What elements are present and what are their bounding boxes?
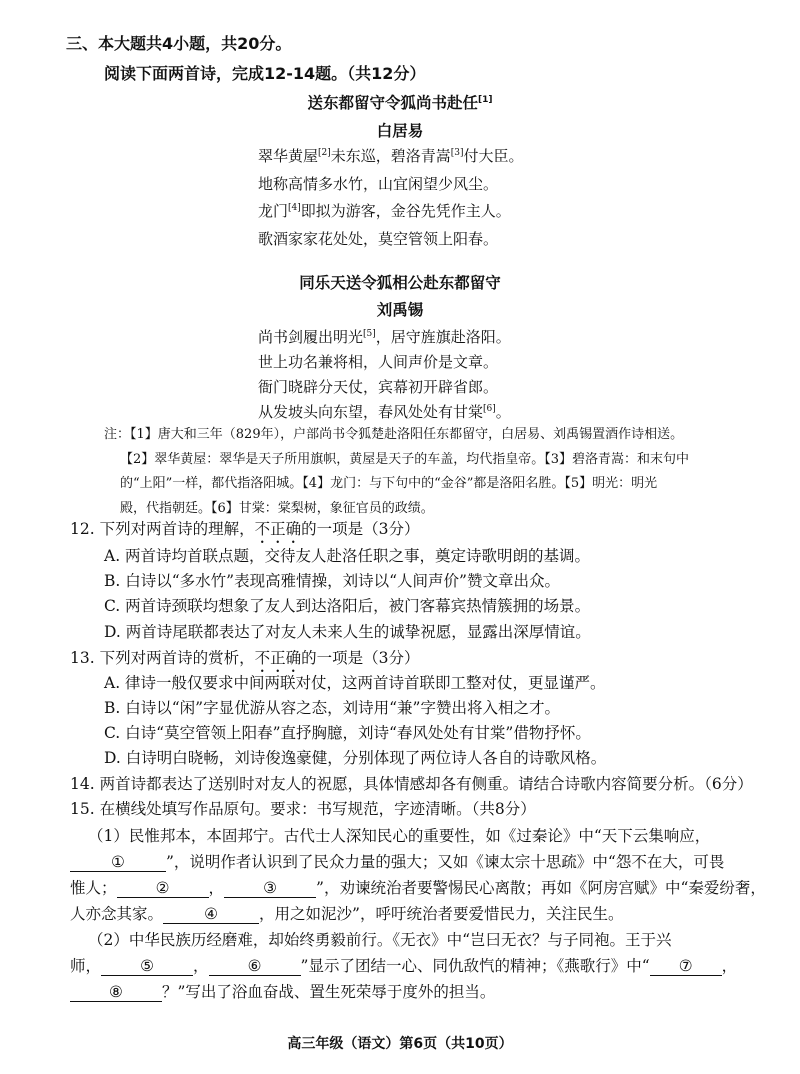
poem1-line: 地称高情多水竹，山宜闲望少风尘。 <box>258 175 499 193</box>
q15-part2-line: ⑧ ？”写出了浴血奋战、置生死荣辱于度外的担当。 <box>70 982 495 1002</box>
answer-blank-7[interactable]: ⑦ <box>650 957 722 976</box>
answer-blank-8[interactable]: ⑧ <box>70 983 162 1002</box>
poem1-line: 龙门[4]即拟为游客，金谷先凭作主人。 <box>258 202 511 220</box>
reading-instruction: 阅读下面两首诗，完成12-14题。（共12分） <box>104 64 426 83</box>
section-header: 三、本大题共4小题，共20分。 <box>66 34 292 53</box>
question-12-stem: 12. 下列对两首诗的理解，不正确的一项是（3分） <box>70 520 420 538</box>
question-13-stem: 13. 下列对两首诗的赏析，不正确的一项是（3分） <box>70 649 420 667</box>
poem2-line: 衙门晓辟分天仗，宾幕初开辟省郎。 <box>258 378 499 396</box>
poem2-author: 刘禹锡 <box>376 301 424 319</box>
question-12-option-b: B. 白诗以“多水竹”表现高雅情操，刘诗以“人间声价”赞文章出众。 <box>104 572 560 590</box>
q15-part1-line: ① ”，说明作者认识到了民众力量的强大；又如《谏太宗十思疏》中“怨不在大，可畏 <box>70 852 724 872</box>
answer-blank-3[interactable]: ③ <box>224 879 316 898</box>
note-line: 殿，代指朝廷。【6】甘棠：棠梨树，象征官员的政绩。 <box>120 501 434 516</box>
question-12-option-c: C. 两首诗颈联均想象了友人到达洛阳后，被门客幕宾热情簇拥的场景。 <box>104 597 591 615</box>
question-14: 14. 两首诗都表达了送别时对友人的祝愿，具体情感却各有侧重。请结合诗歌内容简要分析。（6分） <box>70 775 753 793</box>
question-13-option-a: A. 律诗一般仅要求中间两联对仗，这两首诗首联即工整对仗，更显谨严。 <box>104 674 606 692</box>
answer-blank-4[interactable]: ④ <box>163 905 259 924</box>
q15-part1-line: 人亦念其家。 ④ ，用之如泥沙”，呼吁统治者要爱惜民力，关注民生。 <box>70 905 624 923</box>
poem2-line: 从发坡头向东望，春风处处有甘棠[6]。 <box>258 403 511 421</box>
poem1-line: 歌酒家家花处处，莫空管领上阳春。 <box>258 230 499 248</box>
question-13-option-b: B. 白诗以“闲”字显优游从容之态，刘诗用“兼”字赞出将入相之才。 <box>104 699 560 717</box>
question-12-option-a: A. 两首诗均首联点题，交待友人赴洛任职之事，奠定诗歌明朗的基调。 <box>104 547 591 565</box>
answer-blank-5[interactable]: ⑤ <box>101 957 193 976</box>
answer-blank-1[interactable]: ① <box>70 853 166 872</box>
poem1-author: 白居易 <box>376 122 424 140</box>
question-13-option-d: D. 白诗明白晓畅，刘诗俊逸豪健，分别体现了两位诗人各自的诗歌风格。 <box>104 749 607 767</box>
q15-part1-line: （1）民惟邦本，本固邦宁。古代士人深知民心的重要性，如《过秦论》中“天下云集响应， <box>88 827 711 845</box>
note-line: 的“上阳”一样，都代指洛阳城。【4】龙门：与下句中的“金谷”都是洛阳名胜。【5】明光：明光 <box>120 476 658 491</box>
note-line: 【2】翠华黄屋：翠华是天子所用旗帜，黄屋是天子的车盖，均代指皇帝。【3】碧洛青嵩：和末句中 <box>120 452 690 467</box>
poem2-line: 尚书剑履出明光[5]，居守旌旗赴洛阳。 <box>258 328 511 346</box>
poem2-line: 世上功名兼将相，人间声价是文章。 <box>258 353 499 371</box>
poem2-title: 同乐天送令狐相公赴东都留守 <box>299 274 501 292</box>
answer-blank-2[interactable]: ② <box>117 879 209 898</box>
question-15-stem: 15. 在横线处填写作品原句。要求：书写规范，字迹清晰。（共8分） <box>70 800 536 818</box>
q15-part1-line: 惟人； ② ， ③ ”，劝谏统治者要警惕民心离散；再如《阿房宫赋》中“秦爱纷奢， <box>70 879 766 897</box>
note-line: 注：【1】唐大和三年（829年），户部尚书令狐楚赴洛阳任东都留守，白居易、刘禹锡置酒作诗相送。 <box>104 427 684 442</box>
q15-part2-line: （2）中华民族历经磨难，却始终勇毅前行。《无衣》中“岂曰无衣？与子同袍。王于兴 <box>88 931 672 949</box>
question-13-option-c: C. 白诗“莫空管领上阳春”直抒胸臆，刘诗“春风处处有甘棠”借物抒怀。 <box>104 724 591 742</box>
answer-blank-6[interactable]: ⑥ <box>209 957 301 976</box>
q15-part2-line: 师， ⑤ ， ⑥ ”显示了团结一心、同仇敌忾的精神；《燕歌行》中“ ⑦ ， <box>70 957 738 975</box>
poem1-title: 送东都留守令狐尚书赴任[1] <box>307 94 493 112</box>
poem1-line: 翠华黄屋[2]未东巡，碧洛青嵩[3]付大臣。 <box>258 147 524 165</box>
question-12-option-d: D. 两首诗尾联都表达了对友人未来人生的诚挚祝愿，显露出深厚情谊。 <box>104 623 591 641</box>
page-footer: 高三年级（语文）第6页（共10页） <box>287 1036 513 1052</box>
